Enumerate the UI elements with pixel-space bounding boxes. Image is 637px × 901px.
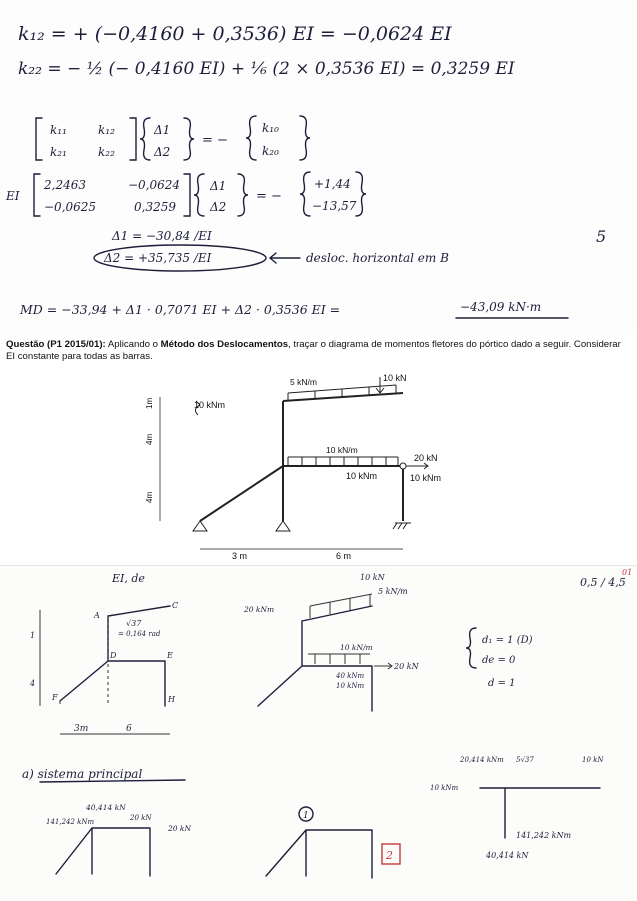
dim-6m: 6 m	[336, 551, 352, 561]
frame-figure	[0, 371, 637, 565]
circle-label: 1	[303, 811, 309, 821]
dim-3m-hw: 3m	[74, 724, 89, 734]
num-delta1: Δ1	[210, 179, 227, 193]
r-top-sqrt: 5√37	[516, 756, 534, 764]
brace-left	[140, 118, 150, 160]
sketch-free-body	[430, 756, 604, 860]
question-prefix: Questão (P1 2015/01):	[6, 339, 106, 350]
stiffness-matrix-general	[36, 116, 310, 160]
ei-factor: EI	[6, 189, 20, 203]
k22-cell: k₂₂	[98, 145, 115, 159]
brace-de: de = 0	[482, 655, 516, 666]
num-bracket-right	[184, 174, 190, 216]
a22-cell: 0,3259	[134, 200, 176, 214]
dist-load-lower-icon	[288, 457, 398, 466]
r-bottom: 40,414 kN	[486, 851, 529, 860]
handwritten-solution-bottom	[0, 565, 637, 901]
mid-10kn: 10 kN	[360, 573, 385, 582]
pin-support-left-icon	[193, 521, 207, 531]
handwriting-canvas-top	[0, 0, 637, 335]
question-mid: Aplicando o	[105, 339, 161, 350]
principal-2-frame	[266, 830, 372, 878]
sketch-principal-1	[46, 803, 191, 876]
stiffness-matrix-numeric	[5, 172, 366, 216]
a21-cell: −0,0625	[44, 200, 97, 214]
dim-6-hw: 6	[126, 724, 132, 734]
brace-left-b	[246, 116, 256, 160]
k20-cell: k₂₀	[262, 144, 279, 158]
md-result: −43,09 kN·m	[460, 300, 542, 314]
sketch-middle	[243, 573, 420, 711]
dim-4m-a: 4m	[145, 433, 154, 445]
angle-label: = 0,164 rad	[118, 630, 161, 638]
question-paragraph	[6, 339, 631, 363]
num-brace-right-b	[356, 172, 366, 216]
question-method: Método dos Deslocamentos	[160, 339, 289, 350]
num-brace-left-b	[300, 172, 310, 216]
mid-10knm-dist: 10 kN/m	[340, 643, 373, 652]
horizontal-force-arrow-icon	[406, 463, 428, 469]
node-f-label: F	[52, 693, 58, 702]
node-d-label: D	[110, 651, 117, 660]
red-label: 2	[386, 849, 393, 862]
mid-40knm: 40 kNm	[336, 672, 365, 680]
sqrt37-label: √37	[126, 619, 142, 628]
sketch-left	[29, 601, 178, 734]
brace-right-b	[300, 116, 310, 160]
sketch-mid-dist-upper	[310, 594, 372, 618]
s-top: 40,414 kN	[86, 803, 126, 812]
unknowns-definition	[466, 628, 533, 689]
question-suffix: , traçar o diagrama de momentos fletores do pórtico dado a seguir. Considerar EI constante para todas as barras.	[6, 339, 621, 362]
k22-equation: k₂₂ = − ½ (− 0,4160 EI) + ⅙ (2 × 0,3536 EI) = 0,3259 EI	[18, 59, 515, 79]
num-bracket-left	[34, 174, 40, 216]
r-left: 10 kNm	[430, 784, 459, 792]
inclined-bar	[200, 466, 283, 521]
sketch-principal-2	[266, 807, 400, 878]
principal-1-frame	[56, 828, 150, 876]
b1-cell: +1,44	[314, 177, 351, 191]
r-mid: 141,242 kNm	[516, 831, 572, 840]
vert-force-right-label: 10 kNm	[410, 473, 442, 483]
r-top-left: 20,414 kNm	[460, 756, 504, 764]
left-dim-1: 1	[30, 631, 36, 640]
num-equals-minus: = −	[256, 189, 282, 204]
k12-cell: k₁₂	[98, 123, 115, 137]
dist-upper-label: 5 kN/m	[290, 377, 317, 387]
delta2-cell: Δ2	[154, 145, 171, 159]
brace-d1: d₁ = 1 (D)	[482, 635, 533, 646]
unknowns-brace	[466, 628, 476, 668]
b2-cell: −13,57	[312, 199, 357, 213]
mid-5knm: 5 kN/m	[378, 587, 408, 596]
sketch-mid-dist-lower	[308, 654, 370, 664]
delta2-note: desloc. horizontal em B	[306, 251, 449, 265]
delta2-result: Δ2 = +35,735 /EI	[104, 251, 212, 265]
dist-lower-label: 10 kN/m	[326, 445, 358, 455]
s-right: 20 kN	[130, 814, 152, 822]
md-equation: MD = −33,94 + Δ1 · 0,7071 EI + Δ2 · 0,3536 EI =	[20, 302, 341, 317]
handwriting-canvas-bottom	[0, 566, 637, 901]
node-h-label: H	[168, 695, 175, 704]
num-delta2: Δ2	[210, 200, 227, 214]
num-brace-left	[194, 174, 204, 216]
corner-mark: 01	[622, 568, 633, 577]
k12-equation: k₁₂ = + (−0,4160 + 0,3536) EI = −0,0624 EI	[18, 23, 452, 45]
section-title: a) sistema principal	[22, 767, 143, 781]
equals-minus: = −	[202, 133, 228, 148]
ei-note: EI, de	[112, 572, 145, 585]
node-c-label: C	[172, 601, 179, 610]
a12-cell: −0,0624	[128, 178, 181, 192]
left-dim-4: 4	[30, 679, 36, 688]
horiz-force-label: 20 kN	[414, 453, 438, 463]
node-e-label: E	[167, 651, 173, 660]
mid-10knm: 10 kNm	[336, 682, 365, 690]
node-a-label: A	[94, 611, 100, 620]
question-statement	[0, 335, 637, 371]
arrow-left-icon	[270, 253, 300, 263]
handwritten-calculations-top	[0, 0, 637, 335]
k10-cell: k₁₀	[262, 121, 279, 135]
dim-3m: 3 m	[232, 551, 248, 561]
delta1-cell: Δ1	[154, 123, 171, 137]
bracket-left	[36, 118, 42, 160]
dim-4m-b: 4m	[145, 491, 154, 503]
grade-mark: 0,5 / 4,5	[580, 576, 626, 589]
k21-cell: k₂₁	[50, 145, 67, 159]
delta1-result: Δ1 = −30,84 /EI	[112, 229, 212, 243]
r-top-right: 10 kN	[582, 756, 604, 764]
beam-upper	[283, 393, 403, 401]
load-top-label: 10 kN	[383, 373, 407, 383]
moment-left-label: 10 kNm	[194, 400, 226, 410]
num-brace-right	[238, 174, 248, 216]
frame-diagram	[0, 371, 637, 565]
bracket-right	[130, 118, 136, 160]
moment-right-label: 10 kNm	[346, 471, 378, 481]
page-number: 5	[596, 227, 607, 246]
mid-20kn: 20 kN	[394, 662, 419, 671]
fixed-support-icon	[393, 523, 411, 529]
a11-cell: 2,2463	[44, 178, 86, 192]
dim-1m: 1m	[145, 397, 154, 409]
brace-right	[184, 118, 194, 160]
k11-cell: k₁₁	[50, 123, 67, 137]
mid-20knm: 20 kNm	[244, 605, 275, 614]
s-left: 141,242 kNm	[46, 818, 95, 826]
sketch-mid-force-arrow-icon	[374, 663, 392, 669]
s-mid: 20 kN	[168, 824, 192, 833]
brace-d: d = 1	[488, 678, 516, 689]
pin-support-mid-icon	[276, 521, 290, 531]
hinge-icon	[400, 463, 406, 469]
sketch-left-dashed	[60, 616, 108, 706]
